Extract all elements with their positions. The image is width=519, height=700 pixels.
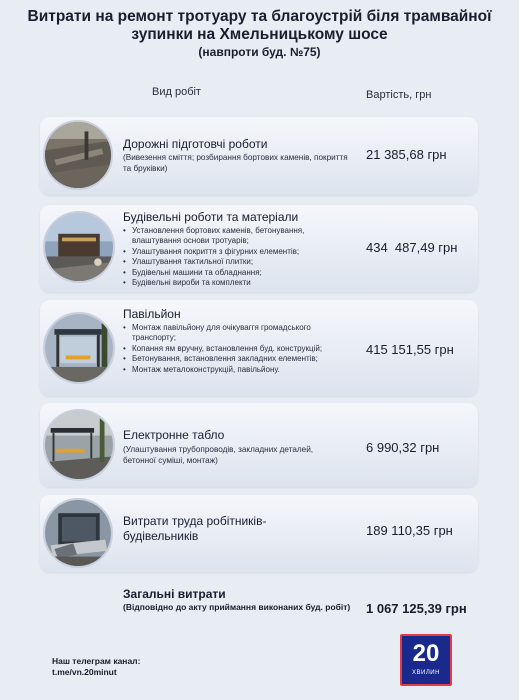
telegram-label: Наш телеграм канал: [52,656,141,666]
row-cost: 6 990,32 грн [366,440,440,455]
cost-row-pavilion [40,300,478,396]
column-header-work: Вид робіт [152,86,201,98]
street-photo-icon [43,211,115,283]
row-title: Витрати труда робітників-будівельників [123,514,267,543]
list-item: • Улаштування покриття з фігурних елементів; [123,247,333,257]
row-description: (Вивезення сміття; розбирання бортових каменів, покриття та бруківки) [123,153,348,173]
total-cost: 1 067 125,39 грн [366,601,467,616]
page-title [0,8,519,44]
20-hvylyn-logo [400,634,452,686]
row-description: (Улаштування трубопроводів, закладних деталей, бетонної суміші, монтаж) [123,445,314,465]
row-cost: 21 385,68 грн [366,147,447,162]
list-item: • Улаштування тактильної плитки; [123,257,333,267]
total-description: (Відповідно до акту приймання виконаних буд. робіт) [123,602,351,612]
row-cost: 415 151,55 грн [366,342,454,357]
list-item: • Бетонування, встановлення закладних елементів; [123,354,323,364]
logo-word: ХВИЛИН [412,670,440,676]
cost-row-labor [40,495,478,572]
list-item: • Монтаж металоконструкцій, павільйону. [123,365,323,375]
row-cost: 189 110,35 грн [366,523,453,538]
list-item: • Копання ям вручну, встановлення буд. конструкцій; [123,344,323,354]
total-title: Загальні витрати [123,587,226,601]
title-line-2: зупинки на Хмельницькому шосе [131,26,388,43]
row-item-list [123,226,333,288]
list-item: • Монтаж павільйону для очікуваггя громадського транспорту; [123,323,323,344]
row-title: Павільйон [123,307,181,321]
list-item: • Будівельні машини та обладнання; [123,268,333,278]
pavilion-photo-icon [43,312,115,384]
page-subtitle: (навпроти буд. №75) [198,45,321,59]
tram-stop-photo-icon [43,409,115,481]
list-item: • Установлення бортових каменів, бетонування, влаштування основи тротуарів; [123,226,333,247]
title-line-1: Витрати на ремонт тротуару та благоустрій біля трамвайної [27,8,492,25]
cost-row-electronic-board [40,403,478,487]
sidewalk-photo-icon [43,120,113,190]
telegram-link[interactable]: t.me/vn.20minut [52,667,117,677]
column-header-cost: Вартість, грн [366,89,432,101]
logo-number: 20 [412,640,440,667]
row-title: Дорожні підготовчі роботи [123,137,268,151]
row-cost: 434 487,49 грн [366,240,458,255]
list-item: • Будівельні вироби та комплекти [123,278,333,288]
row-item-list [123,323,323,375]
row-title: Електронне табло [123,428,225,442]
telegram-channel [52,656,140,678]
cost-row-road-prep [40,117,478,195]
row-title: Будівельні роботи та матеріали [123,210,299,224]
cost-row-construction [40,205,478,292]
shelter-photo-icon [43,498,113,568]
